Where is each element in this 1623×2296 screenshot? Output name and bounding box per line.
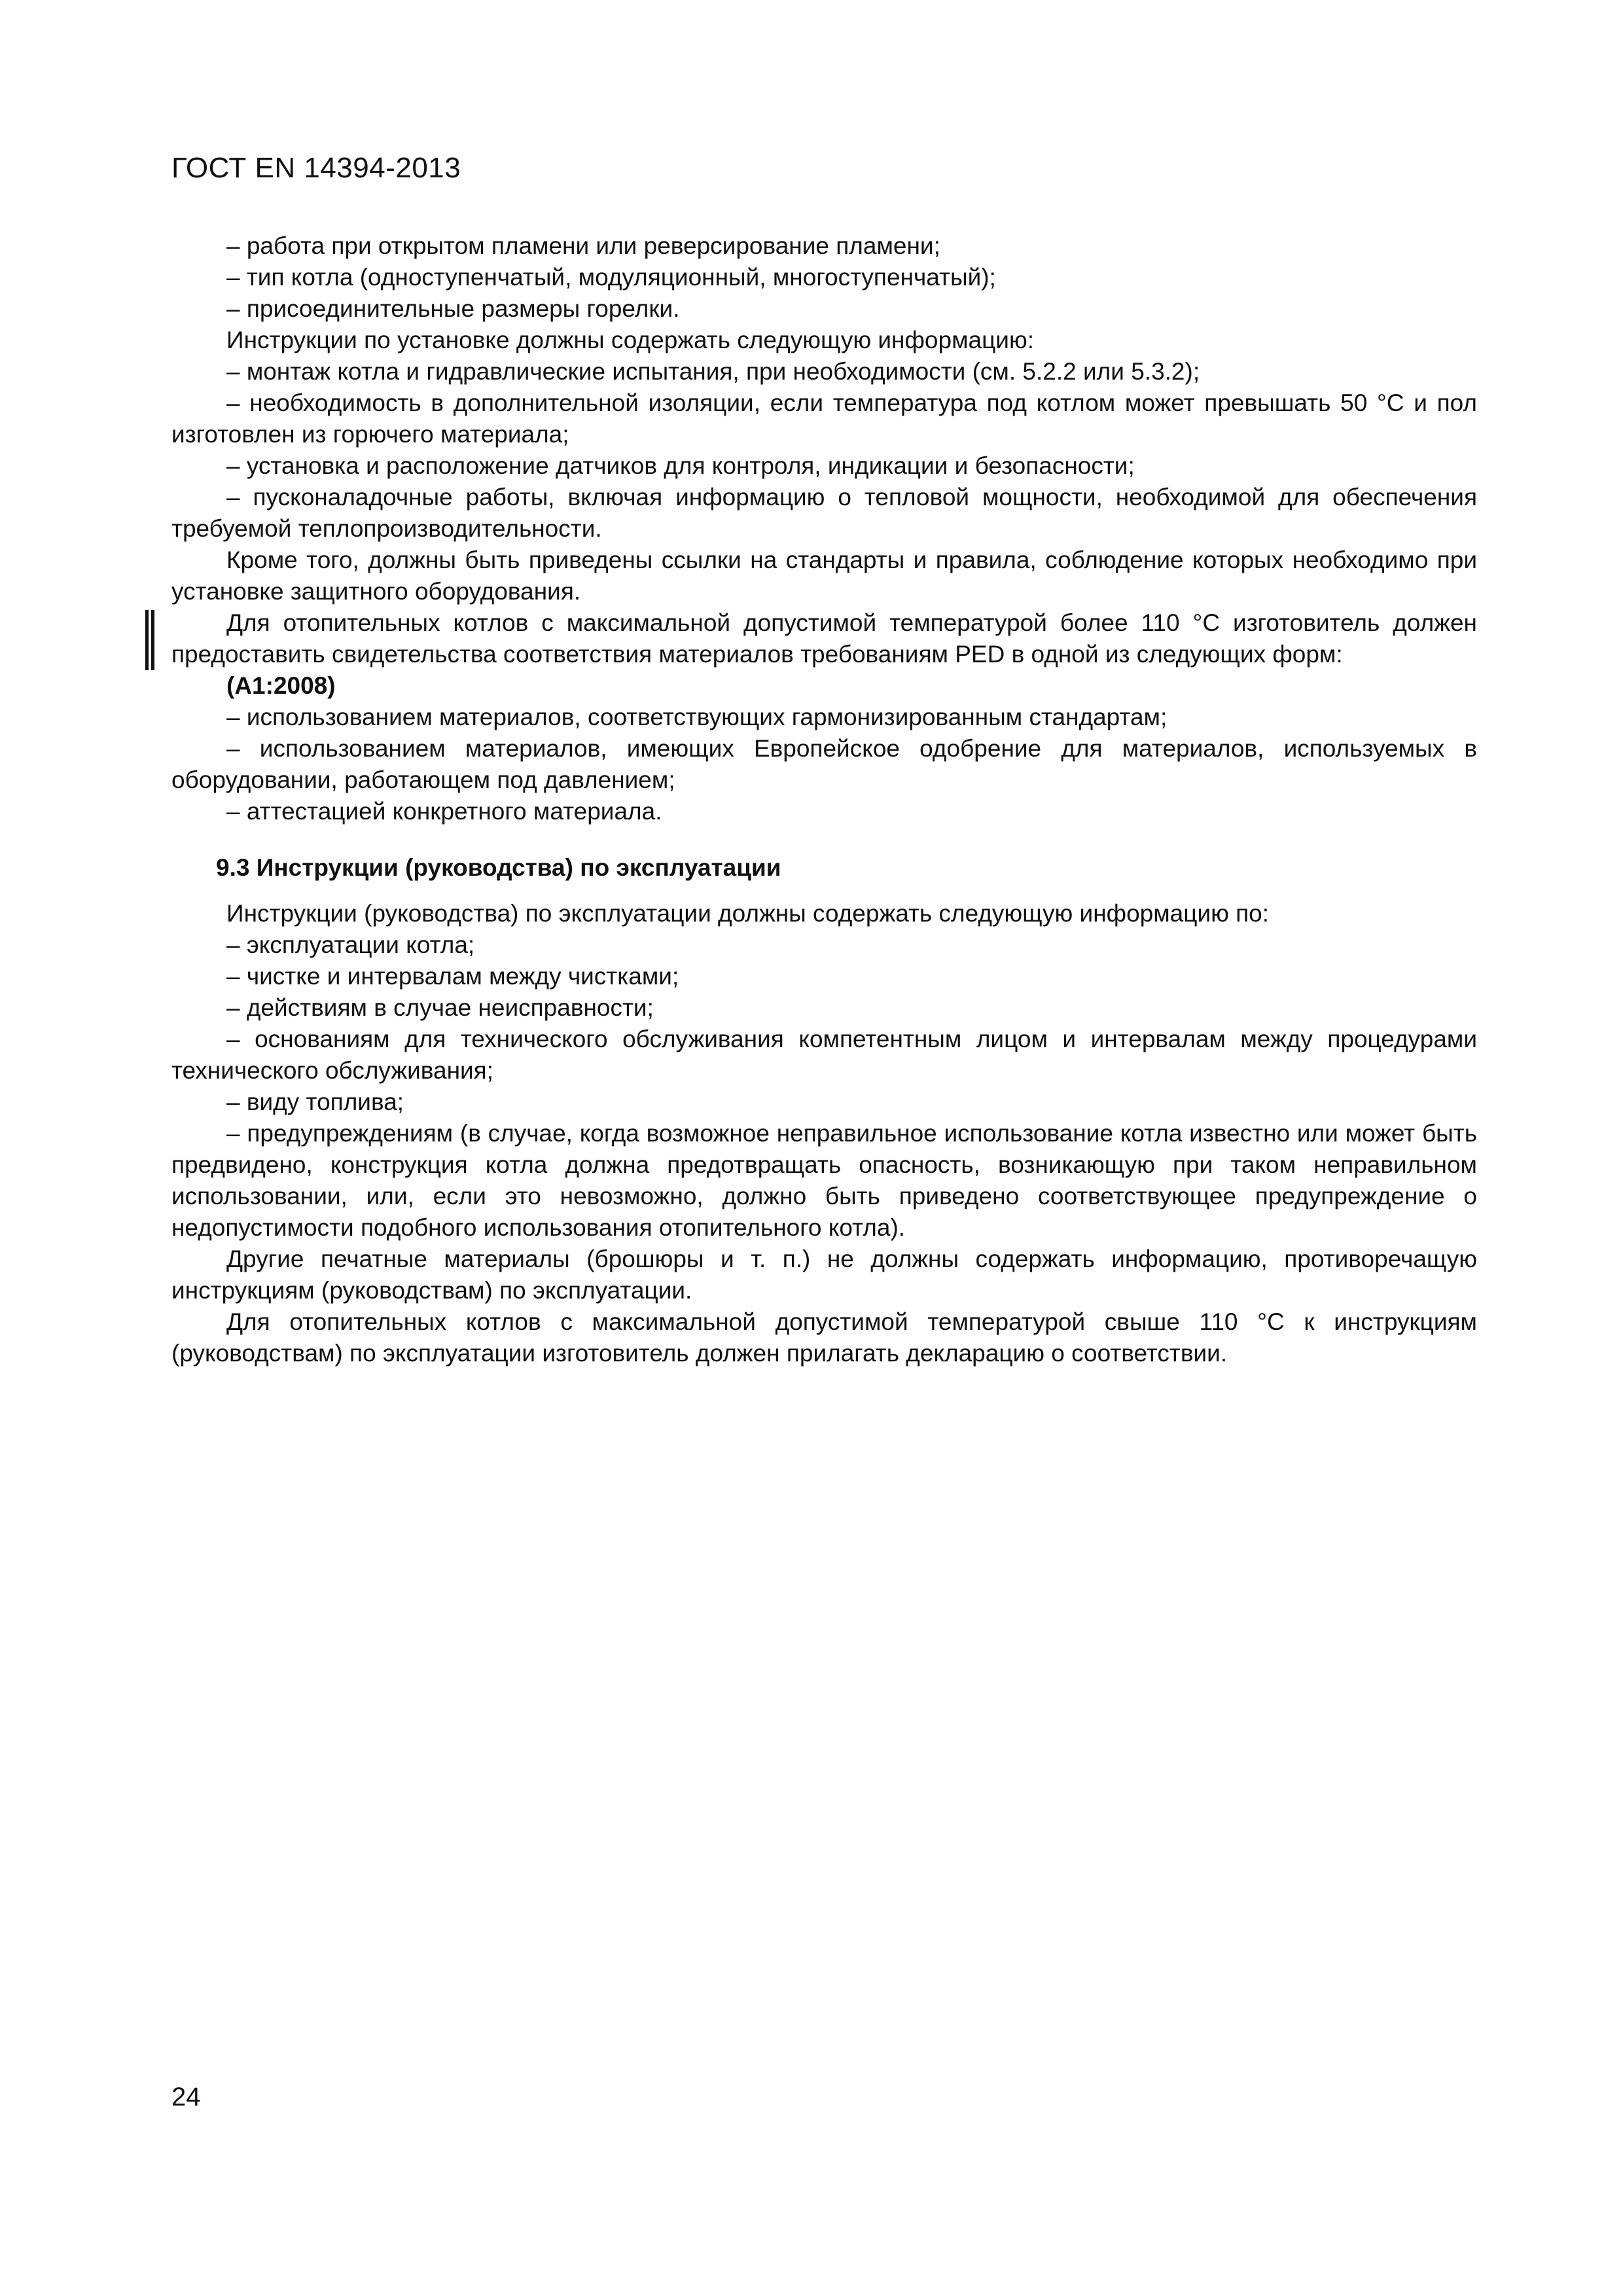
- amended-paragraph: Для отопительных котлов с максимальной допустимой температурой более 110 °С изготовитель должен предоставить свидетельства соответствия материалов требованиям PED в одной из следующих форм:: [171, 609, 1477, 668]
- paragraph: Инструкции по установке должны содержать следующую информацию:: [226, 327, 1034, 353]
- paragraph: Кроме того, должны быть приведены ссылки на стандарты и правила, соблюдение которых необходимо при установке защитного оборудования.: [171, 547, 1477, 605]
- paragraph: – использованием материалов, имеющих Европейское одобрение для материалов, используемых в оборудовании, работающем под давлением;: [171, 735, 1477, 793]
- page-number: 24: [171, 2083, 201, 2111]
- paragraph: – использованием материалов, соответствующих гармонизированным стандартам;: [226, 704, 1168, 730]
- paragraph: Для отопительных котлов с максимальной допустимой температурой свыше 110 °С к инструкциям (руководствам) по эксплуатации изготовитель должен прилагать декларацию о соответствии.: [171, 1308, 1477, 1367]
- amendment-change-bar: [145, 610, 154, 670]
- paragraph: – аттестацией конкретного материала.: [226, 798, 662, 825]
- amendment-label: (A1:2008): [226, 672, 336, 699]
- paragraph: – эксплуатации котла;: [226, 931, 475, 958]
- paragraph: – монтаж котла и гидравлические испытания, при необходимости (см. 5.2.2 или 5.3.2);: [226, 358, 1200, 385]
- paragraph: – основаниям для технического обслуживания компетентным лицом и интервалам между процедурами технического обслуживания;: [171, 1026, 1477, 1084]
- paragraph: – тип котла (одноступенчатый, модуляционный, многоступенчатый);: [226, 264, 996, 291]
- document-body: [171, 230, 1477, 1369]
- paragraph: – чистке и интервалам между чистками;: [226, 963, 679, 990]
- paragraph: – необходимость в дополнительной изоляции, если температура под котлом может превышать 50 °С и пол изготовлен из горючего материала;: [171, 389, 1477, 448]
- paragraph: – установка и расположение датчиков для контроля, индикации и безопасности;: [226, 452, 1135, 479]
- paragraph: – предупреждениям (в случае, когда возможное неправильное использование котла известно или может быть предвидено, конструкция котла должна предотвращать опасность, возникающую при таком неправильном использовании, или, если это невозможно, должно быть приведено соответствующее предупреждение о недопустимости подобного использования отопительного котла).: [171, 1120, 1477, 1241]
- paragraph: – присоединительные размеры горелки.: [226, 295, 680, 322]
- paragraph: – работа при открытом пламени или реверсирование пламени;: [226, 232, 940, 259]
- section-heading: 9.3 Инструкции (руководства) по эксплуатации: [216, 854, 781, 881]
- paragraph: Инструкции (руководства) по эксплуатации должны содержать следующую информацию по:: [226, 900, 1270, 927]
- paragraph: – виду топлива;: [226, 1088, 404, 1115]
- document-header: ГОСТ EN 14394-2013: [171, 152, 461, 184]
- paragraph: – пусконаладочные работы, включая информацию о тепловой мощности, необходимой для обеспечения требуемой теплопроизводительности.: [171, 484, 1477, 542]
- paragraph: – действиям в случае неисправности;: [226, 994, 654, 1021]
- paragraph: Другие печатные материалы (брошюры и т. п.) не должны содержать информацию, противоречащую инструкциям (руководствам) по эксплуатации.: [171, 1246, 1477, 1304]
